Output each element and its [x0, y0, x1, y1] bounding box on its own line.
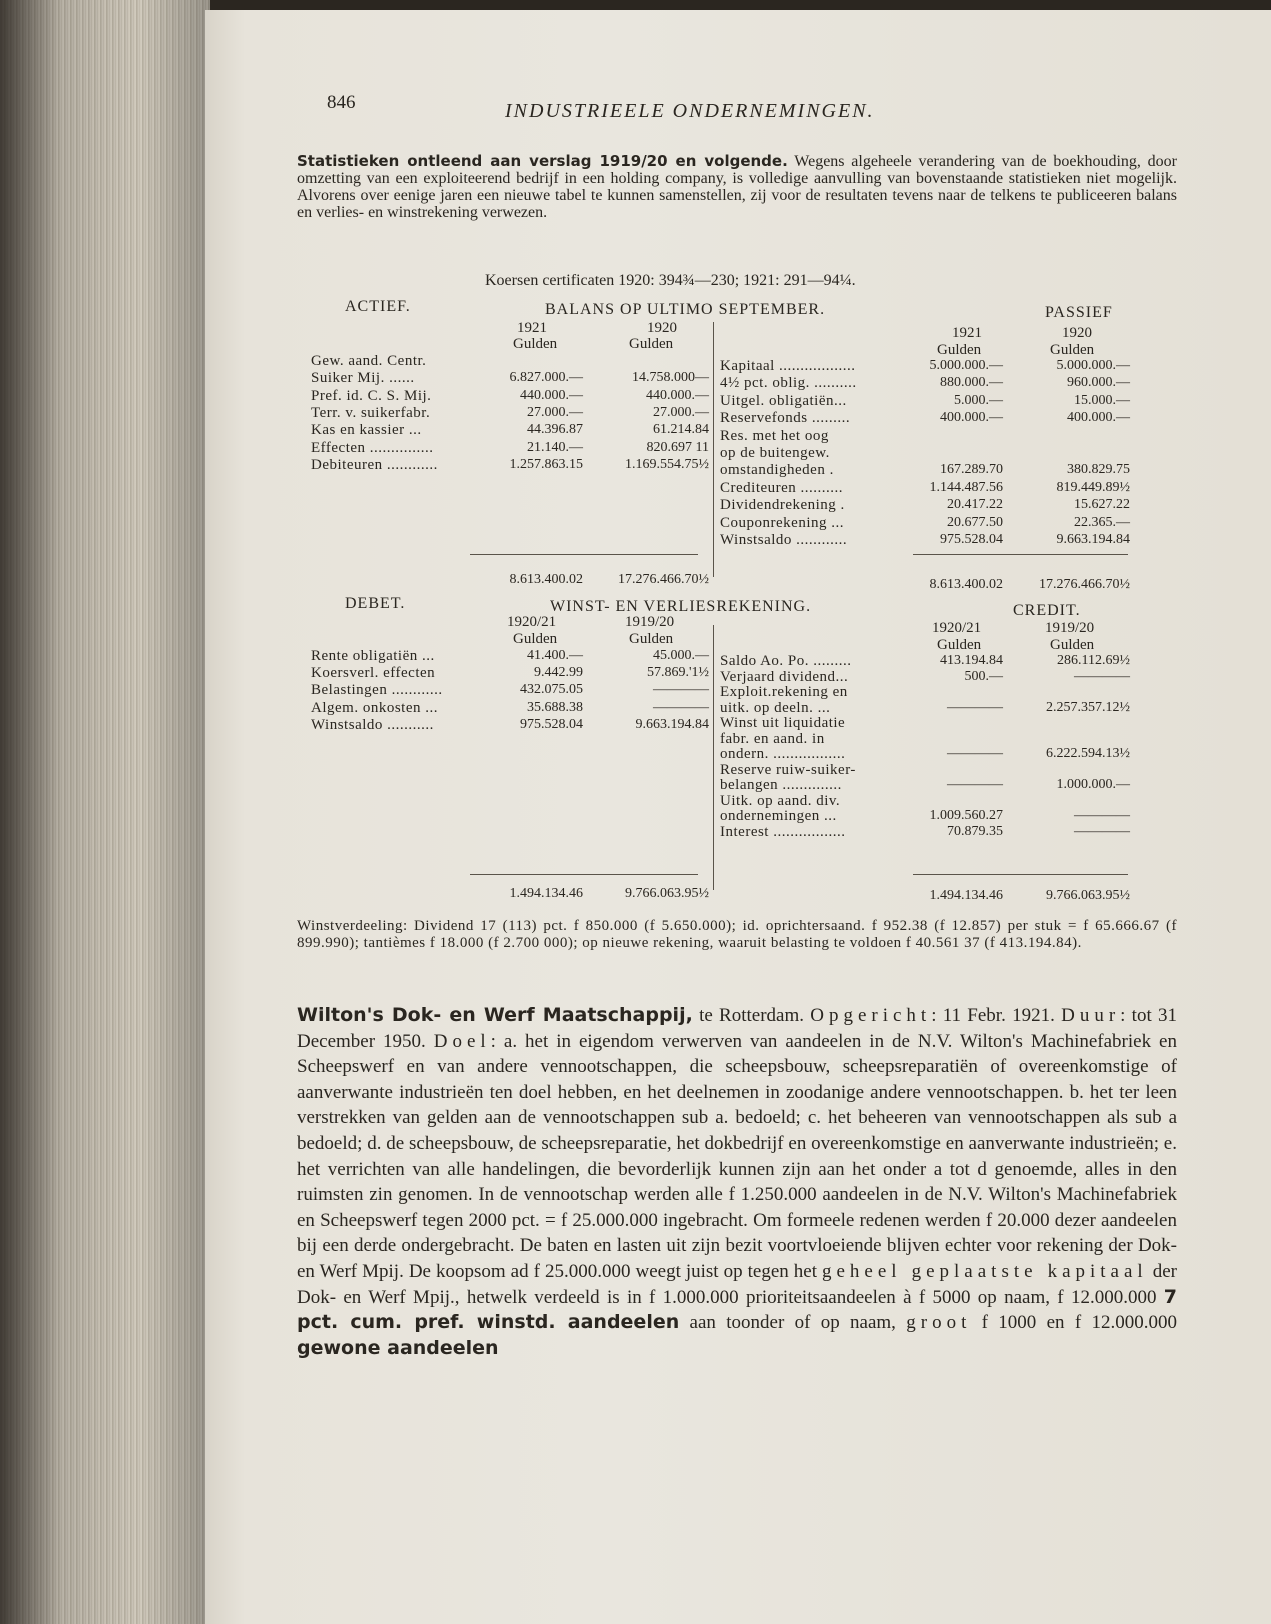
debet-row-value-b: 45.000.— — [653, 648, 709, 663]
winst-title: WINST- EN VERLIESREKENING. — [550, 598, 812, 615]
passief-row-value-v1920: 9.663.194.84 — [1056, 532, 1130, 547]
actief-row-value-v1921: 27.000.— — [527, 404, 583, 420]
debet-row-label: Rente obligatiën ... — [311, 648, 435, 664]
after-groot: f 1000 en f 12.000.000 — [971, 1312, 1177, 1334]
actief-row-value-v1921: 44.396.87 — [527, 422, 583, 438]
page-number: 846 — [327, 92, 356, 113]
credit-currency-1: Gulden — [937, 637, 982, 653]
debet-row-value-b: ———— — [653, 699, 709, 715]
credit-row-label: Reserve ruiw-suiker- — [720, 761, 856, 778]
actief-row-label: Gew. aand. Centr. — [311, 353, 427, 369]
book-page-edges — [0, 0, 210, 1624]
passief-row-value-v1921: 5.000.— — [954, 392, 1003, 408]
passief-row-value-v1921: 5.000.000.— — [929, 358, 1003, 373]
actief-row-value-v1920: 61.214.84 — [653, 422, 709, 438]
credit-row-value-b: 286.112.69½ — [1057, 653, 1130, 668]
credit-row-label: ondernemingen ... — [720, 808, 837, 824]
actief-total-1921: 8.613.400.02 — [509, 572, 583, 587]
credit-currency-2: Gulden — [1050, 637, 1095, 653]
passief-row-label: Winstsaldo ............ — [720, 532, 848, 548]
passief-currency-2: Gulden — [1050, 342, 1095, 358]
balans-divider — [713, 322, 714, 577]
actief-row-value-v1920: 14.758.000— — [632, 370, 709, 386]
actief-currency-2: Gulden — [629, 336, 674, 352]
balans-title: BALANS OP ULTIMO SEPTEMBER. — [545, 301, 826, 318]
credit-row-label: Interest ................. — [720, 823, 846, 840]
credit-year-b: 1919/20 — [1045, 620, 1095, 636]
passief-row-label: Kapitaal .................. — [720, 358, 856, 374]
passief-row-label: 4½ pct. oblig. .......... — [720, 375, 857, 392]
debet-total-b: 9.766.063.95½ — [625, 886, 709, 901]
after-pref: aan toonder of op naam, — [679, 1312, 907, 1334]
intro-lead: Statistieken ontleend aan verslag 1919/20 en volgende. — [297, 152, 788, 170]
opgericht-value: : 11 Febr. 1921. — [931, 1005, 1062, 1026]
passief-row-value-v1920: 22.365.— — [1074, 514, 1130, 530]
actief-row-label: Pref. id. C. S. Mij. — [311, 387, 432, 404]
passief-row-label: Res. met het oog — [720, 427, 829, 444]
koersen-line: Koersen certificaten 1920: 394¾—230; 1921: 291—94¼. — [485, 272, 856, 289]
passief-row-value-v1921: 1.144.487.56 — [929, 479, 1003, 495]
passief-header: PASSIEF — [1045, 304, 1113, 321]
passief-row-value-v1921: 167.289.70 — [940, 462, 1003, 478]
actief-row-value-v1921: 440.000.— — [520, 387, 583, 403]
debet-header: DEBET. — [345, 595, 406, 612]
passief-row-label: omstandigheden . — [720, 462, 834, 479]
duur-label: Duur — [1061, 1005, 1121, 1026]
passief-row-value-v1921: 880.000.— — [940, 375, 1003, 391]
credit-row-value-b: 6.222.594.13½ — [1046, 746, 1130, 761]
credit-total-rule — [913, 874, 1128, 875]
debet-row-value-b: 9.663.194.84 — [635, 716, 709, 732]
debet-row-value-a: 35.688.38 — [527, 699, 583, 715]
credit-row-value-a: 500.— — [964, 668, 1003, 684]
credit-total-a: 1.494.134.46 — [929, 888, 1003, 903]
passief-row-value-v1920: 960.000.— — [1067, 375, 1130, 391]
credit-row-value-b: 2.257.357.12½ — [1046, 699, 1130, 715]
after-geheel: der Dok- en Werf Mpij., hetwelk verdeeld is in f 1.000.000 prioriteitsaandeelen à f 5000 op naam, f 12.000.000 — [297, 1260, 1177, 1308]
credit-row-label: Exploit.rekening en — [720, 684, 848, 700]
winst-divider — [713, 625, 714, 890]
doel-value: : a. het in eigendom verwerven van aandeelen in de N.V. Wilton's Machinefabriek en Scheepswerf en van andere vennootschappen, die scheepsbouw, scheepsreparatiën of overeenkomstige of aanverwante industrieën ten doel hebben, en het deelnemen in zoodanige andere vennootschappen. b. het ter leen verstrekken van gelden aan de vennootschappen sub a. bedoeld; c. het beheeren van vennootschappen als sub a bedoeld; d. de scheepsbouw, de scheepsreparatie, het dokbedrijf en overeenkomstige en aanverwante industrieën; e. het verrichten van alle handelingen, die bevorderlijk kunnen zijn aan het onder a tot d genoemde, alles in den ruimsten zin genomen. In de vennootschap werden alle f 1.250.000 aandeelen in de N.V. Wilton's Machinefabriek en Scheepswerf tegen 2000 pct. = f 25.000.000 ingebracht. Om formeele redenen werden f 20.000 dezer aandeelen bij een derde ondergebracht. De baten en lasten uit zijn bezit voortvloeiende blijven echter voor rekening der Dok- en Werf Mpij. De koopsom ad f 25.000.000 weegt juist op tegen het — [297, 1030, 1177, 1282]
passief-total-1921: 8.613.400.02 — [929, 577, 1003, 592]
credit-row-value-a: 413.194.84 — [940, 653, 1003, 668]
passief-total-1920: 17.276.466.70½ — [1039, 577, 1130, 592]
credit-row-value-a: ———— — [947, 746, 1003, 761]
debet-row-value-b: 57.869.'1½ — [646, 665, 709, 681]
credit-row-label: belangen .............. — [720, 777, 842, 793]
passief-row-value-v1920: 400.000.— — [1067, 410, 1130, 426]
passief-year-1921: 1921 — [952, 325, 982, 341]
credit-row-value-a: 1.009.560.27 — [929, 808, 1003, 823]
debet-row-label: Winstsaldo ........... — [311, 716, 434, 733]
credit-row-label: Verjaard dividend... — [720, 668, 849, 685]
debet-total-rule — [470, 874, 698, 875]
debet-year-b: 1919/20 — [625, 614, 675, 630]
groot-label: groot — [906, 1312, 972, 1334]
passief-row-value-v1921: 20.677.50 — [947, 514, 1003, 530]
actief-total-1920: 17.276.466.70½ — [618, 572, 709, 587]
actief-row-label: Terr. v. suikerfabr. — [311, 404, 431, 421]
actief-year-1921: 1921 — [517, 320, 547, 336]
passief-row-value-v1921: 975.528.04 — [940, 532, 1003, 547]
debet-row-label: Belastingen ............ — [311, 682, 443, 699]
actief-row-value-v1920: 820.697 11 — [646, 439, 709, 455]
credit-row-value-b: ———— — [1074, 808, 1130, 823]
passief-currency-1: Gulden — [937, 342, 982, 358]
credit-row-label: Saldo Ao. Po. ......... — [720, 653, 852, 669]
passief-row-label: Reservefonds ......... — [720, 410, 851, 427]
passief-row-label: Uitgel. obligatiën... — [720, 392, 847, 409]
actief-row-value-v1921: 6.827.000.— — [509, 370, 583, 386]
passief-row-value-v1920: 819.449.89½ — [1056, 479, 1130, 495]
actief-year-1920: 1920 — [647, 320, 677, 336]
passief-row-label: Couponrekening ... — [720, 514, 844, 531]
debet-row-value-a: 41.400.— — [527, 648, 583, 663]
debet-total-a: 1.494.134.46 — [509, 886, 583, 901]
actief-row-value-v1920: 1.169.554.75½ — [625, 456, 709, 472]
opgericht-label: Opgericht — [810, 1005, 932, 1026]
doel-label: Doel — [433, 1030, 491, 1052]
credit-header: CREDIT. — [1013, 602, 1081, 619]
passief-total-rule — [913, 554, 1128, 555]
actief-row-value-v1920: 27.000.— — [653, 404, 709, 420]
debet-currency-2: Gulden — [629, 631, 674, 647]
debet-row-value-a: 9.442.99 — [534, 665, 583, 681]
wilton-place: te Rotterdam. — [692, 1005, 811, 1026]
intro-text: Wegens algeheele verandering van de boekhouding, door omzetting van een exploiteerend bedrijf in een holding company, is volledige aanvulling van bovenstaande statistieken niet mogelijk. Alvorens over eenige jaren een nieuwe tabel te kunnen samenstellen, zij voor de resultaten tevens naar de telkens te publiceeren balans en verlies- en winstrekening verwezen. — [297, 153, 1177, 221]
debet-row-label: Koersverl. effecten — [311, 665, 436, 682]
gewone-aandeelen: gewone aandeelen — [297, 1336, 499, 1359]
intro-paragraph — [297, 153, 1177, 221]
actief-row-value-v1921: 1.257.863.15 — [509, 456, 583, 472]
actief-row-label: Effecten ............... — [311, 439, 434, 456]
passief-year-1920: 1920 — [1062, 325, 1092, 341]
actief-row-value-v1921: 21.140.— — [527, 439, 583, 455]
winstverdeeling-paragraph: Winstverdeeling: Dividend 17 (113) pct. f 850.000 (f 5.650.000); id. oprichtersaand. f 952.38 (f 12.857) per stuk = f 65.666.67 (f 899.990); tantièmes f 18.000 (f 2.700 000); op nieuwe rekening, waaruit belasting te voldoen f 40.561 37 (f 413.194.84). — [297, 918, 1177, 951]
wilton-paragraph — [297, 1003, 1177, 1361]
debet-year-a: 1920/21 — [507, 614, 557, 630]
credit-year-a: 1920/21 — [932, 620, 982, 636]
passief-row-value-v1920: 380.829.75 — [1067, 462, 1130, 478]
credit-row-value-b: ———— — [1074, 668, 1130, 684]
debet-row-value-a: 432.075.05 — [520, 682, 583, 698]
duur-value: : tot 31 December 1950. — [297, 1005, 1177, 1052]
credit-row-label: fabr. en aand. in — [720, 730, 825, 747]
credit-row-value-a: 70.879.35 — [947, 823, 1003, 839]
debet-row-value-b: ———— — [653, 682, 709, 698]
credit-row-label: ondern. ................. — [720, 746, 846, 762]
actief-row-label: Kas en kassier ... — [311, 422, 422, 439]
wilton-company-name: Wilton's Dok- en Werf Maatschappij, — [297, 1004, 693, 1026]
geheel-geplaatst: geheel geplaatste kapitaal — [822, 1260, 1148, 1282]
credit-row-value-a: ———— — [947, 777, 1003, 792]
passief-row-value-v1920: 15.000.— — [1074, 392, 1130, 408]
passief-row-value-v1920: 15.627.22 — [1074, 497, 1130, 513]
credit-row-label: Winst uit liquidatie — [720, 715, 846, 731]
actief-row-value-v1920: 440.000.— — [646, 387, 709, 403]
passief-row-label: Dividendrekening . — [720, 497, 845, 514]
actief-header: ACTIEF. — [345, 298, 411, 315]
book-page — [205, 10, 1271, 1624]
running-title: INDUSTRIEELE ONDERNEMINGEN. — [505, 100, 875, 122]
pref-shares: 7 pct. cum. pref. winstd. aandeelen — [297, 1285, 1177, 1334]
debet-row-value-a: 975.528.04 — [520, 716, 583, 732]
debet-row-label: Algem. onkosten ... — [311, 699, 438, 716]
credit-row-value-b: 1.000.000.— — [1056, 777, 1130, 792]
passief-row-value-v1921: 400.000.— — [940, 410, 1003, 426]
passief-row-label: Crediteuren .......... — [720, 479, 844, 496]
actief-row-label: Suiker Mij. ...... — [311, 370, 415, 387]
credit-row-label: uitk. op deeln. ... — [720, 699, 831, 716]
credit-row-label: Uitk. op aand. div. — [720, 792, 841, 809]
credit-row-value-b: ———— — [1074, 823, 1130, 839]
actief-total-rule — [470, 554, 698, 555]
passief-row-value-v1921: 20.417.22 — [947, 497, 1003, 513]
actief-row-label: Debiteuren ............ — [311, 456, 438, 473]
credit-row-value-a: ———— — [947, 699, 1003, 715]
credit-total-b: 9.766.063.95½ — [1046, 888, 1130, 903]
passief-row-label: op de buitengew. — [720, 445, 830, 461]
actief-currency-1: Gulden — [513, 336, 558, 352]
debet-currency-1: Gulden — [513, 631, 558, 647]
passief-row-value-v1920: 5.000.000.— — [1056, 358, 1130, 373]
